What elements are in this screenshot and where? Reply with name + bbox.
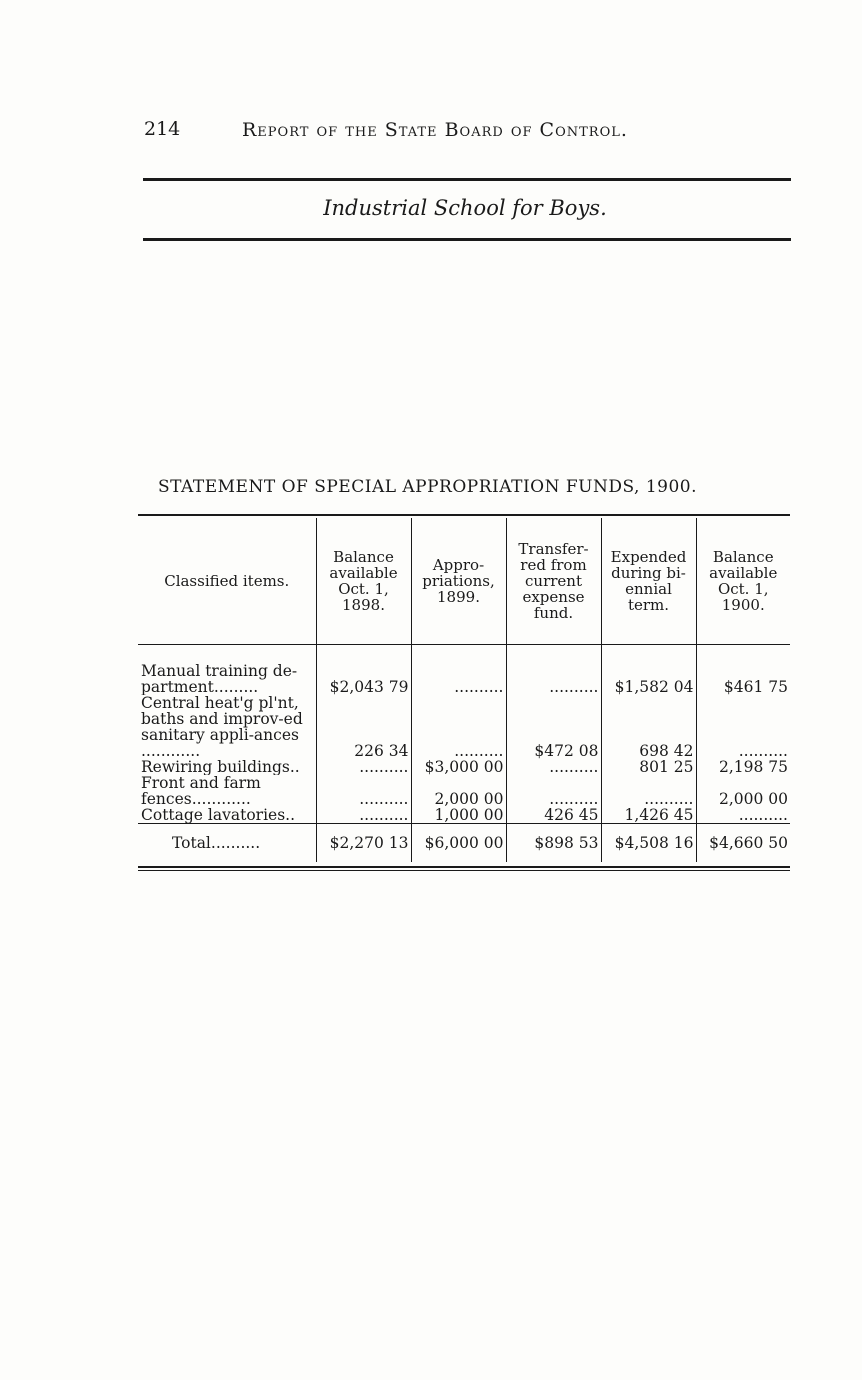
cell-expended: ..........: [601, 775, 696, 807]
statement-title: STATEMENT OF SPECIAL APPROPRIATION FUNDS, 1900.: [158, 477, 698, 497]
cell-balance-1898: 226 34: [316, 695, 411, 759]
running-head: Report of the State Board of Control.: [242, 119, 628, 141]
cell-transferred: 426 45: [506, 807, 601, 824]
column-header-classified-items: Classified items.: [138, 518, 316, 645]
cell-balance-1900: 2,198 75: [696, 759, 790, 775]
section-rule: [143, 238, 791, 241]
cell-expended: 801 25: [601, 759, 696, 775]
table-row: [138, 759, 790, 775]
table-top-rule: [138, 514, 790, 516]
column-header-expended: Expended during bi-ennial term.: [601, 518, 696, 645]
section-title: Industrial School for Boys.: [323, 196, 607, 220]
table-header-row: [138, 518, 790, 645]
row-item: Front and farm fences............: [141, 775, 261, 807]
row-item: Rewiring buildings..: [141, 759, 300, 775]
table-spacer-row: [138, 645, 790, 664]
cell-balance-1900: 2,000 00: [696, 775, 790, 807]
cell-transferred: ..........: [506, 663, 601, 695]
column-header-balance-1898: Balance available Oct. 1, 1898.: [316, 518, 411, 645]
header-rule: [143, 178, 791, 181]
total-appropriations-1899: $6,000 00: [411, 824, 506, 863]
table-bottom-rule: [138, 866, 790, 868]
column-header-balance-1900: Balance available Oct. 1, 1900.: [696, 518, 790, 645]
row-item: Cottage lavatories..: [141, 807, 296, 824]
total-transferred: $898 53: [506, 824, 601, 863]
cell-balance-1898: $2,043 79: [316, 663, 411, 695]
cell-appropriations-1899: $3,000 00: [411, 759, 506, 775]
table-row: [138, 775, 790, 807]
cell-expended: $1,582 04: [601, 663, 696, 695]
cell-transferred: ..........: [506, 775, 601, 807]
column-header-transferred: Transfer-red from current expense fund.: [506, 518, 601, 645]
row-item: Manual training de-partment.........: [141, 663, 298, 695]
table-total-row: [138, 824, 790, 863]
appropriation-table: [138, 514, 790, 871]
cell-appropriations-1899: ..........: [411, 663, 506, 695]
table-row: [138, 695, 790, 759]
total-label: Total..........: [138, 824, 316, 863]
total-balance-1900: $4,660 50: [696, 824, 790, 863]
page-number: 214: [144, 118, 181, 140]
cell-balance-1900: ..........: [696, 807, 790, 824]
table-row: [138, 807, 790, 824]
column-header-appropriations-1899: Appro-priations, 1899.: [411, 518, 506, 645]
cell-balance-1898: ..........: [316, 775, 411, 807]
cell-expended: 1,426 45: [601, 807, 696, 824]
table-bottom-rule-thin: [138, 870, 790, 871]
cell-expended: 698 42: [601, 695, 696, 759]
cell-balance-1898: ..........: [316, 759, 411, 775]
cell-appropriations-1899: 1,000 00: [411, 807, 506, 824]
total-balance-1898: $2,270 13: [316, 824, 411, 863]
cell-balance-1898: ..........: [316, 807, 411, 824]
table-row: [138, 663, 790, 695]
cell-transferred: $472 08: [506, 695, 601, 759]
cell-transferred: ..........: [506, 759, 601, 775]
total-expended: $4,508 16: [601, 824, 696, 863]
cell-balance-1900: ..........: [696, 695, 790, 759]
cell-appropriations-1899: 2,000 00: [411, 775, 506, 807]
cell-balance-1900: $461 75: [696, 663, 790, 695]
cell-appropriations-1899: ..........: [411, 695, 506, 759]
row-item: Central heat'g pl'nt, baths and improv-ed sanitary appli-ances ............: [141, 695, 303, 759]
